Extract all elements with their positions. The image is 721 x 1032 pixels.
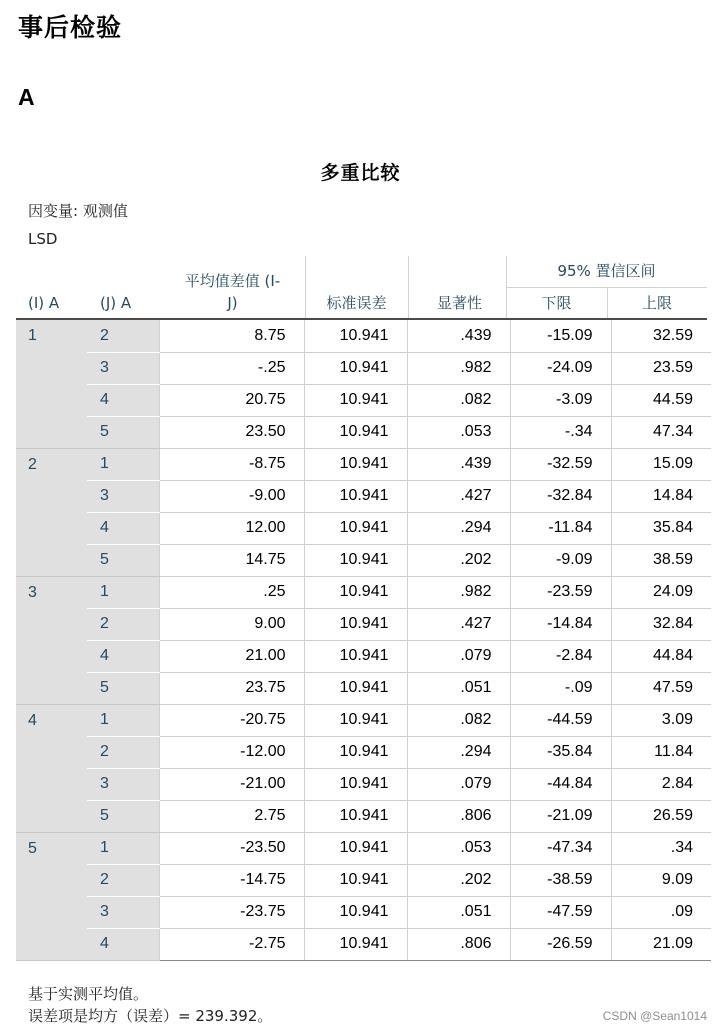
cell-std-error: 10.941 xyxy=(304,672,407,704)
cell-mean-difference: 8.75 xyxy=(159,320,304,352)
cell-std-error: 10.941 xyxy=(304,832,407,864)
cell-j-level: 4 xyxy=(87,512,159,544)
table-row xyxy=(16,576,711,608)
footnote-observed-means: 基于实测平均值。 xyxy=(28,985,149,1003)
cell-lower-bound: -47.34 xyxy=(510,832,611,864)
cell-j-level: 5 xyxy=(87,544,159,576)
table-row xyxy=(16,896,711,928)
cell-std-error: 10.941 xyxy=(304,352,407,384)
cell-mean-difference: -9.00 xyxy=(159,480,304,512)
cell-j-level: 3 xyxy=(87,896,159,928)
cell-mean-difference: -23.75 xyxy=(159,896,304,928)
cell-j-level: 3 xyxy=(87,352,159,384)
cell-upper-bound: 32.84 xyxy=(611,608,711,640)
cell-lower-bound: -2.84 xyxy=(510,640,611,672)
cell-std-error: 10.941 xyxy=(304,576,407,608)
cell-i-level: 2 xyxy=(16,448,87,576)
cell-lower-bound: -.09 xyxy=(510,672,611,704)
cell-significance: .082 xyxy=(407,384,510,416)
cell-lower-bound: -9.09 xyxy=(510,544,611,576)
cell-upper-bound: 32.59 xyxy=(611,320,711,352)
cell-std-error: 10.941 xyxy=(304,864,407,896)
cell-upper-bound: 35.84 xyxy=(611,512,711,544)
variable-heading: A xyxy=(18,84,35,110)
header-mean-diff-line1: 平均值差值 (I- xyxy=(184,272,281,290)
cell-lower-bound: -32.84 xyxy=(510,480,611,512)
cell-j-level: 1 xyxy=(87,704,159,736)
cell-i-level: 1 xyxy=(16,320,87,448)
cell-j-level: 5 xyxy=(87,672,159,704)
cell-j-level: 5 xyxy=(87,416,159,448)
cell-significance: .439 xyxy=(407,320,510,352)
cell-significance: .806 xyxy=(407,800,510,832)
cell-upper-bound: 3.09 xyxy=(611,704,711,736)
cell-upper-bound: 44.59 xyxy=(611,384,711,416)
cell-significance: .053 xyxy=(407,416,510,448)
cell-lower-bound: -35.84 xyxy=(510,736,611,768)
table-row xyxy=(16,736,711,768)
header-j: (J) A xyxy=(100,294,132,312)
cell-j-level: 3 xyxy=(87,480,159,512)
cell-j-level: 4 xyxy=(87,384,159,416)
cell-lower-bound: -38.59 xyxy=(510,864,611,896)
cell-upper-bound: 11.84 xyxy=(611,736,711,768)
header-i: (I) A xyxy=(28,294,60,312)
cell-std-error: 10.941 xyxy=(304,448,407,480)
cell-std-error: 10.941 xyxy=(304,512,407,544)
table-title: 多重比较 xyxy=(320,162,401,184)
cell-j-level: 1 xyxy=(87,448,159,480)
table-row xyxy=(16,352,711,384)
header-confidence-interval: 95% 置信区间 xyxy=(557,262,656,280)
table-row xyxy=(16,832,711,864)
cell-upper-bound: 14.84 xyxy=(611,480,711,512)
cell-mean-difference: 12.00 xyxy=(159,512,304,544)
table-row xyxy=(16,384,711,416)
cell-upper-bound: 23.59 xyxy=(611,352,711,384)
cell-std-error: 10.941 xyxy=(304,608,407,640)
cell-significance: .294 xyxy=(407,736,510,768)
header-std-error: 标准误差 xyxy=(326,294,387,312)
cell-j-level: 2 xyxy=(87,864,159,896)
cell-significance: .982 xyxy=(407,576,510,608)
header-divider xyxy=(305,256,306,318)
cell-lower-bound: -44.84 xyxy=(510,768,611,800)
header-divider xyxy=(607,288,608,318)
cell-std-error: 10.941 xyxy=(304,704,407,736)
cell-std-error: 10.941 xyxy=(304,544,407,576)
cell-mean-difference: 14.75 xyxy=(159,544,304,576)
cell-upper-bound: 26.59 xyxy=(611,800,711,832)
cell-upper-bound: 44.84 xyxy=(611,640,711,672)
cell-lower-bound: -14.84 xyxy=(510,608,611,640)
cell-significance: .053 xyxy=(407,832,510,864)
cell-mean-difference: -14.75 xyxy=(159,864,304,896)
table-row xyxy=(16,768,711,800)
header-ci-underline xyxy=(506,287,707,288)
cell-j-level: 2 xyxy=(87,320,159,352)
cell-lower-bound: -26.59 xyxy=(510,928,611,960)
table-row xyxy=(16,608,711,640)
cell-significance: .982 xyxy=(407,352,510,384)
cell-std-error: 10.941 xyxy=(304,640,407,672)
cell-significance: .202 xyxy=(407,544,510,576)
cell-upper-bound: 15.09 xyxy=(611,448,711,480)
dependent-variable-label: 因变量: 观测值 xyxy=(28,202,128,220)
cell-upper-bound: .09 xyxy=(611,896,711,928)
cell-lower-bound: -21.09 xyxy=(510,800,611,832)
header-lower-bound: 下限 xyxy=(541,294,572,312)
cell-i-level: 5 xyxy=(16,832,87,960)
table-row xyxy=(16,320,711,352)
table-row xyxy=(16,704,711,736)
cell-std-error: 10.941 xyxy=(304,800,407,832)
cell-significance: .079 xyxy=(407,768,510,800)
header-mean-diff-line2: J) xyxy=(227,294,238,312)
cell-upper-bound: 47.59 xyxy=(611,672,711,704)
cell-std-error: 10.941 xyxy=(304,480,407,512)
table-row xyxy=(16,544,711,576)
cell-mean-difference: -.25 xyxy=(159,352,304,384)
cell-significance: .082 xyxy=(407,704,510,736)
cell-j-level: 3 xyxy=(87,768,159,800)
cell-i-level: 4 xyxy=(16,704,87,832)
table-row xyxy=(16,480,711,512)
cell-mean-difference: 23.50 xyxy=(159,416,304,448)
cell-upper-bound: 47.34 xyxy=(611,416,711,448)
cell-significance: .439 xyxy=(407,448,510,480)
cell-j-level: 1 xyxy=(87,576,159,608)
cell-mean-difference: -8.75 xyxy=(159,448,304,480)
cell-upper-bound: .34 xyxy=(611,832,711,864)
cell-mean-difference: -20.75 xyxy=(159,704,304,736)
table-row xyxy=(16,800,711,832)
cell-std-error: 10.941 xyxy=(304,736,407,768)
cell-j-level: 1 xyxy=(87,832,159,864)
table-row xyxy=(16,928,711,960)
cell-lower-bound: -47.59 xyxy=(510,896,611,928)
cell-mean-difference: 2.75 xyxy=(159,800,304,832)
table-row xyxy=(16,640,711,672)
cell-j-level: 4 xyxy=(87,928,159,960)
cell-significance: .427 xyxy=(407,480,510,512)
cell-mean-difference: -23.50 xyxy=(159,832,304,864)
cell-lower-bound: -.34 xyxy=(510,416,611,448)
cell-mean-difference: -2.75 xyxy=(159,928,304,960)
table-body xyxy=(16,320,711,960)
cell-std-error: 10.941 xyxy=(304,416,407,448)
cell-significance: .051 xyxy=(407,672,510,704)
cell-significance: .427 xyxy=(407,608,510,640)
method-label: LSD xyxy=(28,230,58,248)
multiple-comparisons-table xyxy=(16,320,711,961)
page-heading: 事后检验 xyxy=(18,13,123,42)
table-row xyxy=(16,672,711,704)
cell-significance: .079 xyxy=(407,640,510,672)
table-row xyxy=(16,864,711,896)
cell-j-level: 4 xyxy=(87,640,159,672)
cell-mean-difference: 23.75 xyxy=(159,672,304,704)
cell-std-error: 10.941 xyxy=(304,928,407,960)
header-divider xyxy=(408,256,409,318)
cell-mean-difference: .25 xyxy=(159,576,304,608)
cell-lower-bound: -44.59 xyxy=(510,704,611,736)
cell-mean-difference: 21.00 xyxy=(159,640,304,672)
cell-significance: .806 xyxy=(407,928,510,960)
cell-upper-bound: 24.09 xyxy=(611,576,711,608)
cell-upper-bound: 2.84 xyxy=(611,768,711,800)
cell-lower-bound: -23.59 xyxy=(510,576,611,608)
cell-upper-bound: 21.09 xyxy=(611,928,711,960)
table-row xyxy=(16,416,711,448)
cell-significance: .051 xyxy=(407,896,510,928)
watermark: CSDN @Sean1014 xyxy=(602,1009,707,1023)
cell-lower-bound: -3.09 xyxy=(510,384,611,416)
cell-significance: .202 xyxy=(407,864,510,896)
cell-std-error: 10.941 xyxy=(304,320,407,352)
header-sig: 显著性 xyxy=(436,294,482,312)
header-mean-diff xyxy=(160,270,305,314)
cell-lower-bound: -11.84 xyxy=(510,512,611,544)
cell-upper-bound: 38.59 xyxy=(611,544,711,576)
table-row xyxy=(16,512,711,544)
cell-j-level: 5 xyxy=(87,800,159,832)
footnote-error-term: 误差项是均方（误差）= 239.392。 xyxy=(28,1007,273,1025)
cell-mean-difference: -12.00 xyxy=(159,736,304,768)
cell-significance: .294 xyxy=(407,512,510,544)
header-upper-bound: 上限 xyxy=(641,294,672,312)
cell-upper-bound: 9.09 xyxy=(611,864,711,896)
cell-mean-difference: 20.75 xyxy=(159,384,304,416)
cell-lower-bound: -24.09 xyxy=(510,352,611,384)
cell-mean-difference: -21.00 xyxy=(159,768,304,800)
cell-i-level: 3 xyxy=(16,576,87,704)
cell-j-level: 2 xyxy=(87,608,159,640)
cell-mean-difference: 9.00 xyxy=(159,608,304,640)
cell-j-level: 2 xyxy=(87,736,159,768)
cell-lower-bound: -15.09 xyxy=(510,320,611,352)
cell-std-error: 10.941 xyxy=(304,768,407,800)
cell-std-error: 10.941 xyxy=(304,896,407,928)
cell-std-error: 10.941 xyxy=(304,384,407,416)
table-row xyxy=(16,448,711,480)
cell-lower-bound: -32.59 xyxy=(510,448,611,480)
